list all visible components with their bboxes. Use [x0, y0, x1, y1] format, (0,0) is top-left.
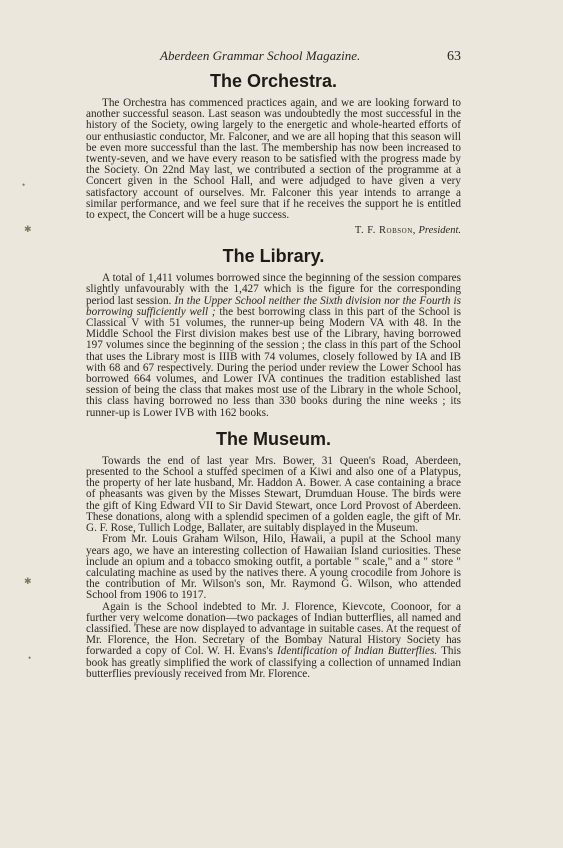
museum-section — [86, 429, 461, 680]
magazine-title: Aberdeen Grammar School Magazine. — [160, 48, 361, 63]
museum-paragraph-3 — [86, 602, 461, 680]
library-heading: The Library. — [222, 246, 325, 267]
museum-heading: The Museum. — [215, 428, 331, 449]
margin-mark: • — [22, 180, 26, 190]
orchestra-section — [86, 71, 461, 236]
library-section — [86, 246, 461, 419]
library-text-2: the best borrowing class in this part of the School is Classical V with 51 volumes, the runner-up being Modern VA with 48. In the Middle School the First division makes best use of the Library, having borrowed 197 volumes since the beginning of the session ; the class in this part of the School that uses the Library most is IIIB with 74 volumes, closely followed by IA and IB with 68 and 67 respectively. During the period under review the Lower School has borrowed 664 volumes, and Lower IVA continues the tradition established last session of being the class that makes most use of the Library in the whole School, this class having borrowed no less than 330 books during the nine weeks ; its runner-up is Lower IVB with 162 books. — [86, 305, 462, 419]
running-head — [86, 48, 461, 65]
museum-p3-italic: Identification of Indian Butterflies. — [277, 645, 438, 658]
margin-mark: ✱ — [24, 576, 32, 586]
orchestra-signature — [86, 225, 461, 236]
museum-p3-a: Again is the School indebted to Mr. J. Florence, Kievcote, Coonoor, for a further very welcome donation—two packages of Indian butterflies, all named and classified. These are now displayed to advantage in suitable cases. At the request of Mr. Florence, the Hon. Secretary of the Bombay Natural History Society has forwarded a copy of Col. W. H. Evans's — [86, 600, 461, 658]
signature-name: T. F. Robson, — [354, 225, 416, 237]
page-number: 63 — [447, 49, 461, 64]
library-text-italic: In the Upper School neither the Sixth division nor the Fourth is borrowing sufficiently well ; — [86, 294, 461, 318]
library-text-1: A total of 1,411 volumes borrowed since the beginning of the session compares slightly unfavourably with the 1,427 which is the figure for the corresponding period last session. — [86, 272, 461, 307]
museum-paragraph-2: From Mr. Louis Graham Wilson, Hilo, Hawaii, a pupil at the School many years ago, we have an interesting collection of Hawaiian Island curiosities. These include an opium and a tobacco smoking outfit, a portable " scale," and a " store " calculating machine as used by the natives there. A young crocodile from Johore is the contribution of Mr. Wilson's son, Mr. Raymond G. Wilson, who attended School from 1906 to 1917. — [86, 533, 461, 602]
signature-role: President. — [418, 225, 461, 237]
museum-paragraph-1: Towards the end of last year Mrs. Bower, 31 Queen's Road, Aberdeen, presented to the School a stuffed specimen of a Kiwi and also one of a Platypus, the property of her late husband, Mr. Haddon A. Bower. A case containing a brace of pheasants was given by the Misses Stewart, Drumduan House. The birds were the gift of King Edward VII to Sir David Stewart, once Lord Provost of Aberdeen. These donations, along with a splendid specimen of a golden eagle, the gift of Mr. G. F. Rose, Tullich Lodge, Ballater, are suitably displayed in the Museum. — [86, 454, 461, 535]
library-paragraph — [86, 273, 461, 419]
margin-mark: • — [28, 653, 32, 663]
orchestra-paragraph: The Orchestra has commenced practices again, and we are looking forward to another successful season. Last season was undoubtedly the most successful in the history of the Society, owing largely to the energetic and whole-hearted efforts of our enthusiastic conductor, Mr. Falconer, and we are all hoping that this season will be even more successful than the last. The membership has now been increased to twenty-seven, and we have every reason to be satisfied with the progress made by the Society. On 22nd May last, we contributed a section of the programme at a Concert given in the School Hall, and were adjudged to have given a very satisfactory account of ourselves. Mr. Falconer this year intends to arrange a similar performance, and we feel sure that if he receives the support he is entitled to expect, the Concert will be a huge success. — [86, 97, 461, 222]
margin-mark: ✱ — [24, 224, 32, 234]
museum-p3-b: This book has greatly simplified the work of classifying a collection of unnamed Indian butterflies previously received from Mr. Florence. — [86, 645, 461, 680]
orchestra-heading: The Orchestra. — [209, 71, 338, 91]
